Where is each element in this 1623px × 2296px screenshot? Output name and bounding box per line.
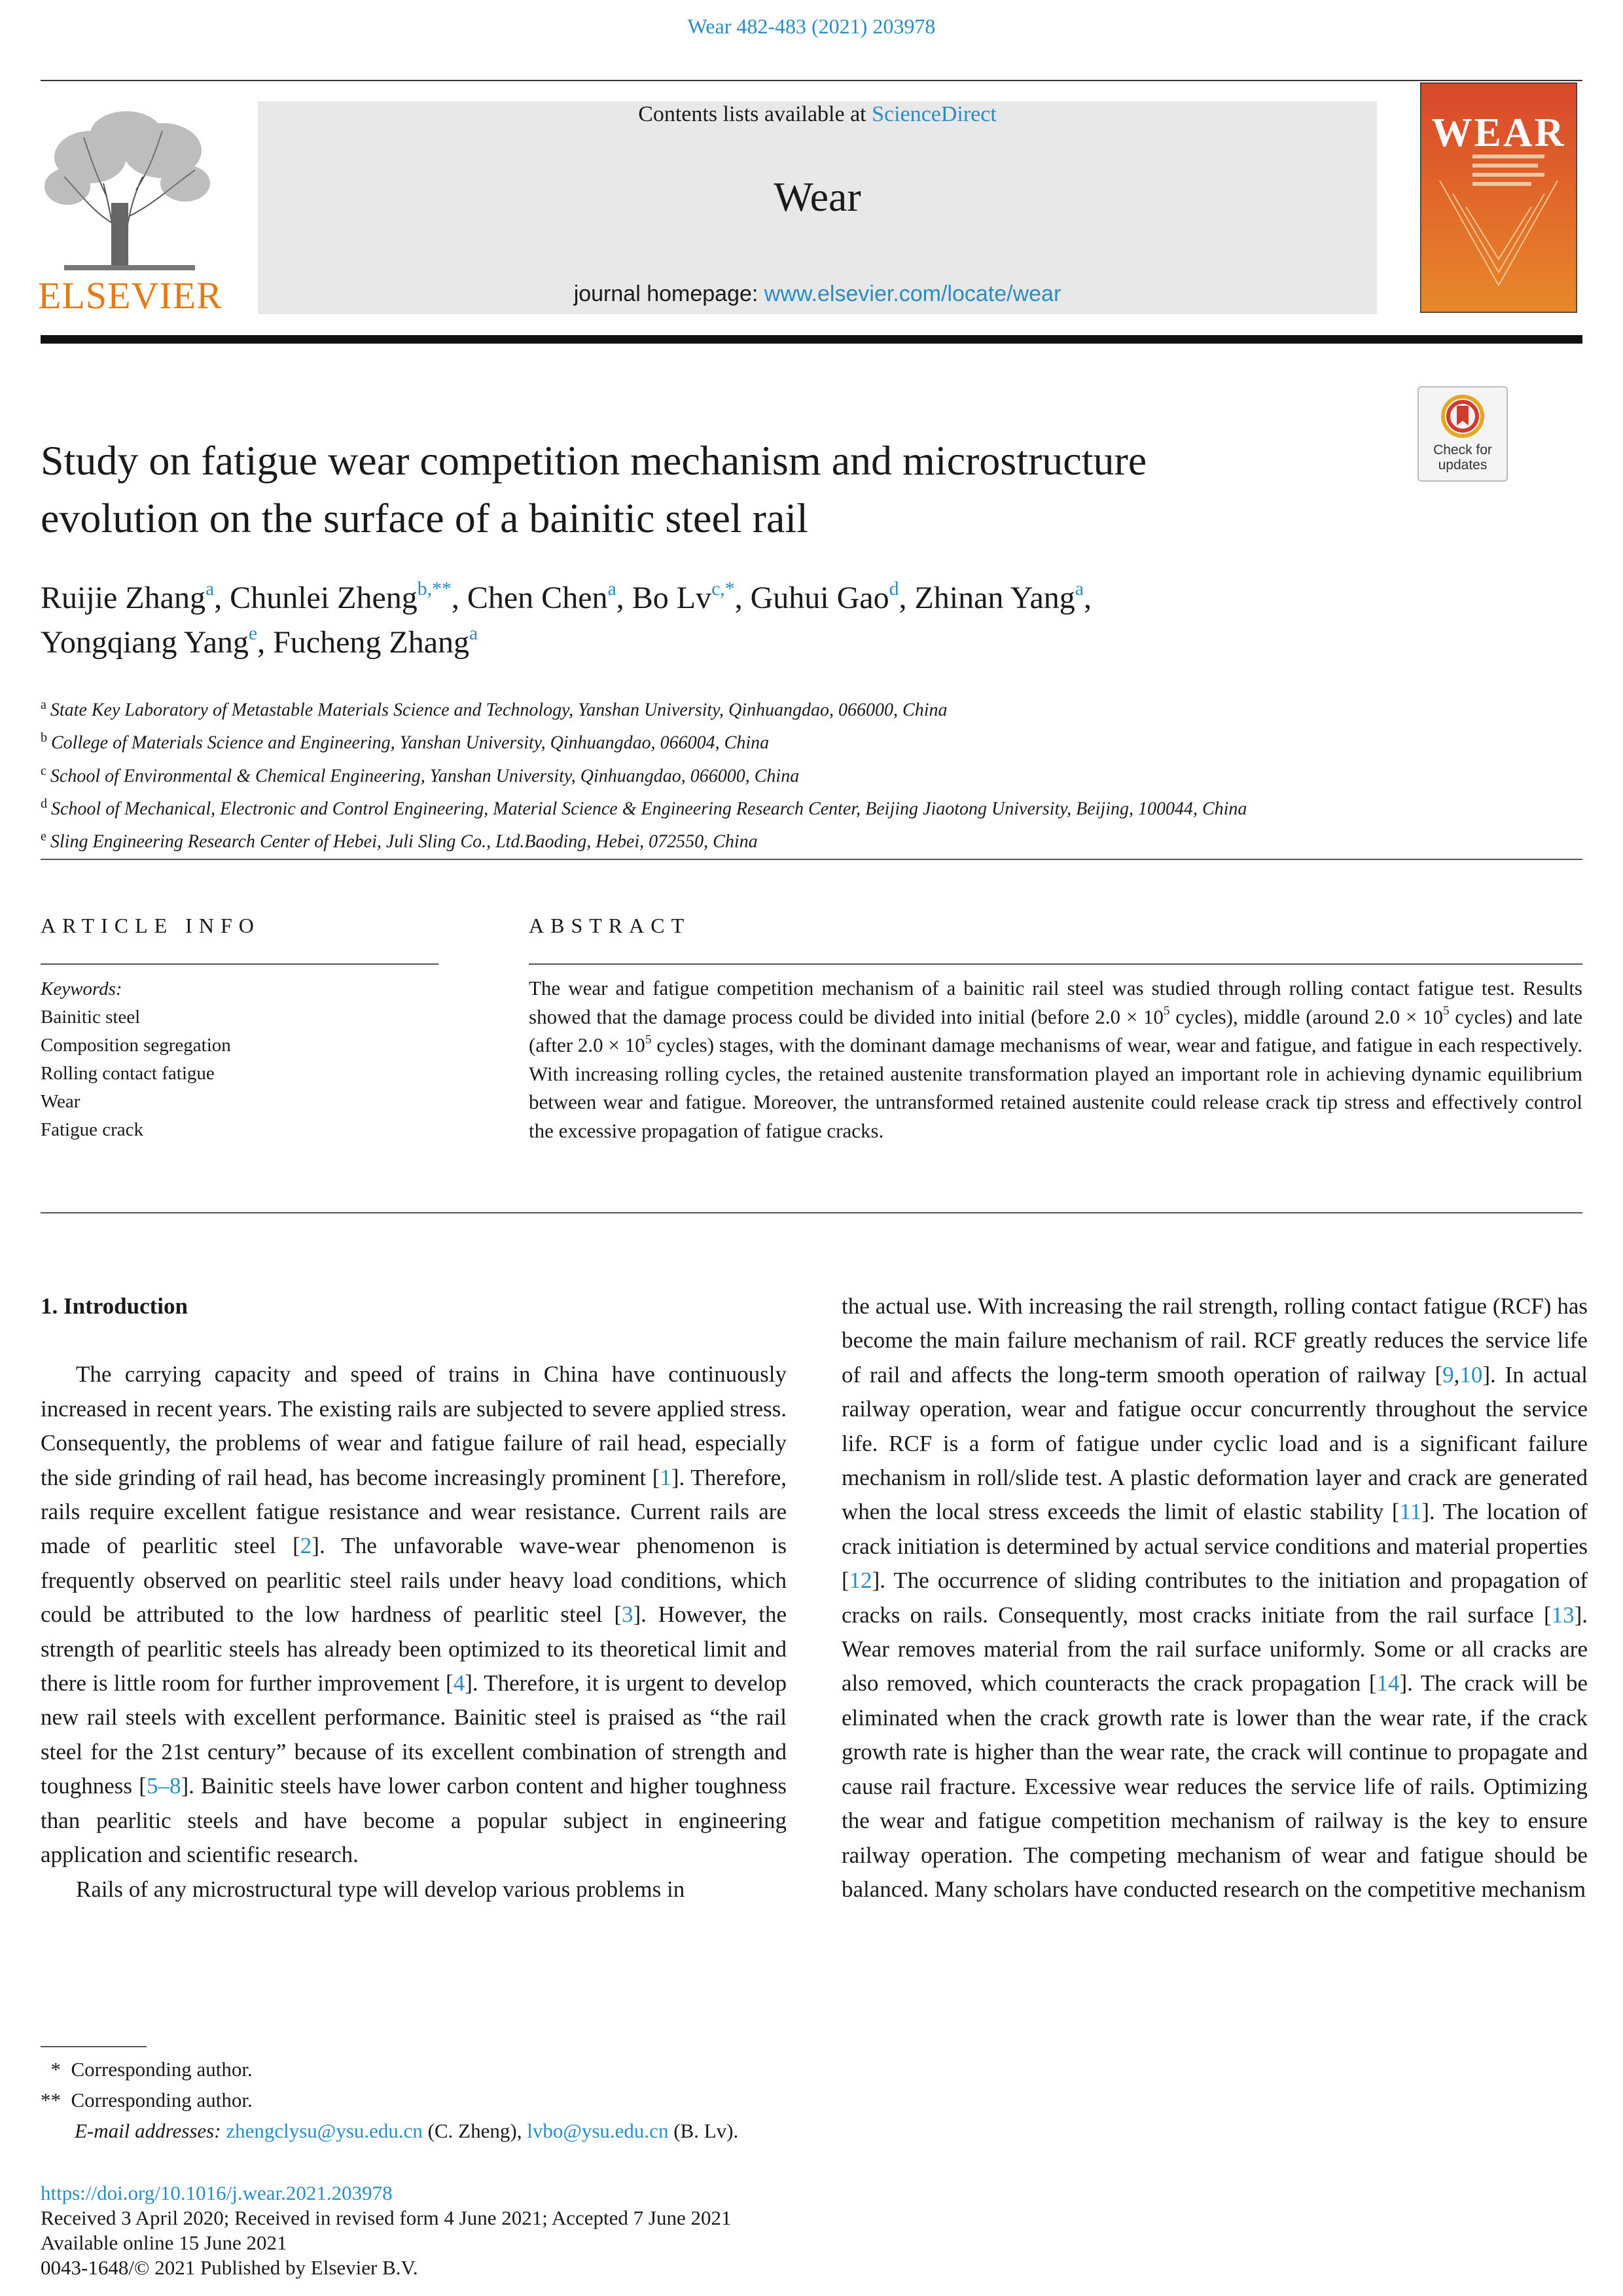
title-line-2: evolution on the surface of a bainitic steel rail	[41, 495, 808, 541]
body-column-right	[842, 1289, 1588, 1907]
citation-link[interactable]: 12	[849, 1568, 872, 1594]
homepage-line	[258, 281, 1377, 307]
abstract-text	[529, 974, 1582, 1145]
email-label: E-mail addresses:	[75, 2119, 226, 2142]
abstract-segment: cycles), middle (around 2.0 × 10	[1169, 1005, 1443, 1028]
keywords-block	[41, 975, 486, 1144]
footnotes	[41, 2054, 1088, 2146]
text-run: ,	[1454, 1361, 1460, 1388]
affiliation-mark: b	[41, 730, 47, 745]
author-separator: ,	[899, 581, 915, 615]
citation-link[interactable]: 14	[1376, 1670, 1400, 1696]
author[interactable]: Chunlei Zheng	[230, 581, 418, 615]
author[interactable]: Ruijie Zhang	[41, 581, 205, 615]
body-paragraph: Rails of any microstructural type will develop various problems in	[76, 1876, 685, 1902]
author[interactable]: Fucheng Zhang	[273, 625, 470, 660]
text-run: the actual use. With increasing the rail strength, rolling contact fatigue (RCF) has become the main failure mechanism of rail. RCF greatly reduces the service life of rail and affects the long-term smooth operation of railway [	[842, 1293, 1588, 1388]
article-info-heading: ARTICLE INFO	[41, 914, 260, 937]
affiliation-list	[41, 691, 1546, 856]
affiliation-text: Sling Engineering Research Center of Hebei, Juli Sling Co., Ltd.Baoding, Hebei, 072550, China	[50, 831, 758, 852]
abstract-segment: The wear and fatigue competition mechanism of a bainitic rail steel was studied through rolling contact fatigue test. Results showed that the damage process could be divided into initial (before 2.0 × 10	[529, 977, 1582, 1028]
abstract-exponent: 5	[1163, 1004, 1170, 1018]
journal-reference[interactable]: Wear 482-483 (2021) 203978	[687, 14, 936, 38]
abstract-segment: cycles) and late (after 2.0 × 10	[529, 1005, 1582, 1056]
top-divider	[41, 80, 1582, 81]
author-affiliation-mark[interactable]: b,**	[417, 578, 452, 600]
text-run: ]. The occurrence of sliding contributes to the initiation and propagation of cracks on rails. Consequently, most cracks initiate from the rail surface [	[842, 1568, 1588, 1628]
abstract-divider	[529, 963, 1582, 965]
corresponding-author-note: ** Corresponding author.	[41, 2089, 253, 2111]
author-affiliation-mark[interactable]: e	[248, 622, 258, 645]
cover-title: WEAR	[1431, 111, 1566, 155]
journal-name: Wear	[774, 173, 861, 220]
corresponding-author-note: * Corresponding author.	[41, 2058, 253, 2081]
article-info-divider	[41, 963, 438, 965]
publication-info	[41, 2181, 1219, 2280]
author[interactable]: Yongqiang Yang	[41, 625, 249, 660]
abstract-segment: cycles) stages, with the dominant damage mechanisms of wear, wear and fatigue, and fatigue in each respectively. With increasing rolling cycles, the retained austenite transformation played an important role in achieving dynamic equilibrium between wear and fatigue. Moreover, the untransformed retained austenite could release crack tip stress and effectively control the excessive propagation of fatigue cracks.	[529, 1033, 1582, 1142]
abstract-exponent: 5	[1443, 1004, 1450, 1018]
citation-link[interactable]: 13	[1551, 1602, 1575, 1628]
text-run: ]. Therefore, it is urgent to develop new rail steels with excellent performance. Bainitic steel is praised as “the rail steel for the 21st century” because of its excellent combination of strength and toughness [	[41, 1670, 787, 1799]
text-run: ]. Wear removes material from the rail surface uniformly. Some or all cracks are also removed, which counteracts the crack propagation [	[842, 1602, 1588, 1696]
available-online: Available online 15 June 2021	[41, 2231, 287, 2254]
affiliation	[41, 757, 1546, 790]
text-run: ]. In actual railway operation, wear and fatigue occur concurrently throughout the service life. RCF is a form of fatigue under cyclic load and is a significant failure mechanism in roll/slide test. A plastic deformation layer and crack are generated when the local stress exceeds the limit of elastic stability [	[842, 1361, 1588, 1525]
citation-link[interactable]: 5–8	[146, 1773, 181, 1799]
text-run: The carrying capacity and speed of trains in China have continuously increased in recent years. The existing rails are subjected to severe applied stress. Consequently, the problems of wear and fatigue failure of rail head, especially the side grinding of rail head, has become increasingly prominent [	[41, 1361, 787, 1490]
affiliation-text: School of Environmental & Chemical Engineering, Yanshan University, Qinhuangdao, 066000, China	[50, 765, 800, 786]
email-owner: (B. Lv).	[668, 2119, 739, 2142]
body-paragraph	[41, 1357, 787, 1872]
affiliation	[41, 823, 1546, 855]
citation-link[interactable]: 9	[1442, 1361, 1454, 1388]
body-paragraph	[842, 1289, 1588, 1907]
abstract-end-divider	[41, 1212, 1582, 1213]
author-separator: ,	[1084, 581, 1092, 615]
text-run: ]. The location of crack initiation is determined by actual service conditions and material properties [	[842, 1499, 1588, 1594]
author-affiliation-mark[interactable]: d	[889, 578, 899, 600]
citation-link[interactable]: 11	[1399, 1499, 1422, 1525]
contents-line	[258, 102, 1377, 127]
contents-prefix: Contents lists available at	[638, 102, 872, 126]
citation-link[interactable]: 2	[300, 1533, 312, 1559]
citation-link[interactable]: 3	[622, 1602, 633, 1628]
affiliation-mark: d	[41, 796, 47, 811]
footnote-divider	[41, 2046, 147, 2047]
author-separator: ,	[451, 581, 467, 615]
author-separator: ,	[734, 581, 751, 615]
author[interactable]: Zhinan Yang	[914, 581, 1075, 615]
homepage-prefix: journal homepage:	[573, 281, 764, 306]
keyword[interactable]: Composition segregation	[41, 1035, 231, 1056]
copyright: 0043-1648/© 2021 Published by Elsevier B.V.	[41, 2256, 418, 2279]
author-affiliation-mark[interactable]: a	[607, 578, 616, 600]
author-list	[41, 576, 1480, 665]
affiliation-mark: e	[41, 829, 46, 844]
affiliation-text: College of Materials Science and Engineering, Yanshan University, Qinhuangdao, 066004, China	[51, 732, 770, 753]
affiliation	[41, 790, 1546, 823]
author-separator: ,	[214, 581, 230, 615]
affiliation	[41, 724, 1546, 757]
affiliation-mark: a	[41, 698, 46, 712]
title-divider	[41, 859, 1582, 860]
author-separator: ,	[257, 625, 274, 660]
keyword[interactable]: Fatigue crack	[41, 1119, 144, 1140]
email-owner: (C. Zheng),	[422, 2119, 527, 2142]
author-affiliation-mark[interactable]: a	[205, 578, 215, 600]
author-separator: ,	[616, 581, 632, 615]
header-divider	[41, 335, 1582, 344]
check-for-updates-label[interactable]: Check for updates	[1433, 442, 1492, 473]
paper-title	[41, 432, 1382, 547]
text-run: ]. The unfavorable wave-wear phenomenon is frequently observed on pearlitic steel rails under heavy load conditions, which could be attributed to the low hardness of pearlitic steel [	[41, 1533, 787, 1628]
doi-link[interactable]: https://doi.org/10.1016/j.wear.2021.203978	[41, 2181, 393, 2204]
text-run: ]. However, the strength of pearlitic steels has already been optimized to its theoretical limit and there is little room for further improvement [	[41, 1602, 787, 1696]
body-column-left	[41, 1289, 787, 1907]
author-affiliation-mark[interactable]: a	[1075, 578, 1084, 600]
author[interactable]: Chen Chen	[467, 581, 608, 615]
affiliation-text: State Key Laboratory of Metastable Materials Science and Technology, Yanshan University, Qinhuangdao, 066000, China	[50, 700, 948, 721]
email-link[interactable]: lvbo@ysu.edu.cn	[527, 2119, 669, 2142]
author[interactable]: Guhui Gao	[750, 581, 889, 615]
citation-link[interactable]: 10	[1459, 1361, 1483, 1388]
abstract-exponent: 5	[645, 1032, 652, 1047]
received-dates: Received 3 April 2020; Received in revised form 4 June 2021; Accepted 7 June 2021	[41, 2206, 732, 2229]
affiliation-mark: c	[41, 763, 46, 778]
text-run: ]. The crack will be eliminated when the crack growth rate is lower than the wear rate, if the crack growth rate is higher than the wear rate, the crack will continue to propagate and cause rail fracture. Excessive wear reduces the service life of rails. Optimizing the wear and fatigue competition mechanism of railway is the key to ensure railway operation. The competing mechanism of wear and fatigue should be balanced. Many scholars have conducted research on the competitive mechanism	[842, 1670, 1588, 1902]
citation-link[interactable]: 4	[453, 1670, 465, 1696]
author-affiliation-mark[interactable]: a	[469, 622, 478, 645]
homepage-link[interactable]: www.elsevier.com/locate/wear	[764, 281, 1061, 306]
text-run: ]. Bainitic steels have lower carbon content and higher toughness than pearlitic steels and have become a popular subject in engineering application and scientific research.	[41, 1773, 787, 1868]
keywords-label: Keywords:	[41, 978, 122, 999]
title-line-1: Study on fatigue wear competition mechanism and microstructure	[41, 437, 1147, 484]
text-run: ]. Therefore, rails require excellent fatigue resistance and wear resistance. Current rails are made of pearlitic steel [	[41, 1464, 787, 1559]
keyword[interactable]: Bainitic steel	[41, 1007, 141, 1028]
elsevier-wordmark: ELSEVIER	[38, 274, 223, 317]
section-heading: 1. Introduction	[41, 1293, 188, 1319]
bookmark-icon	[1419, 387, 1507, 440]
email-addresses	[41, 2115, 1088, 2146]
keyword[interactable]: Rolling contact fatigue	[41, 1063, 215, 1084]
abstract-heading: ABSTRACT	[529, 914, 691, 937]
email-link[interactable]: zhengclysu@ysu.edu.cn	[226, 2119, 423, 2142]
author[interactable]: Bo Lv	[632, 581, 712, 615]
author-affiliation-mark[interactable]: c,*	[711, 578, 735, 600]
keyword[interactable]: Wear	[41, 1091, 80, 1112]
affiliation-text: School of Mechanical, Electronic and Control Engineering, Material Science & Engineering Research Center, Beijing Jiaotong University, Beijing, 100044, China	[51, 798, 1247, 819]
sciencedirect-link[interactable]: ScienceDirect	[872, 102, 997, 126]
citation-link[interactable]: 1	[660, 1464, 671, 1490]
affiliation	[41, 691, 1546, 724]
